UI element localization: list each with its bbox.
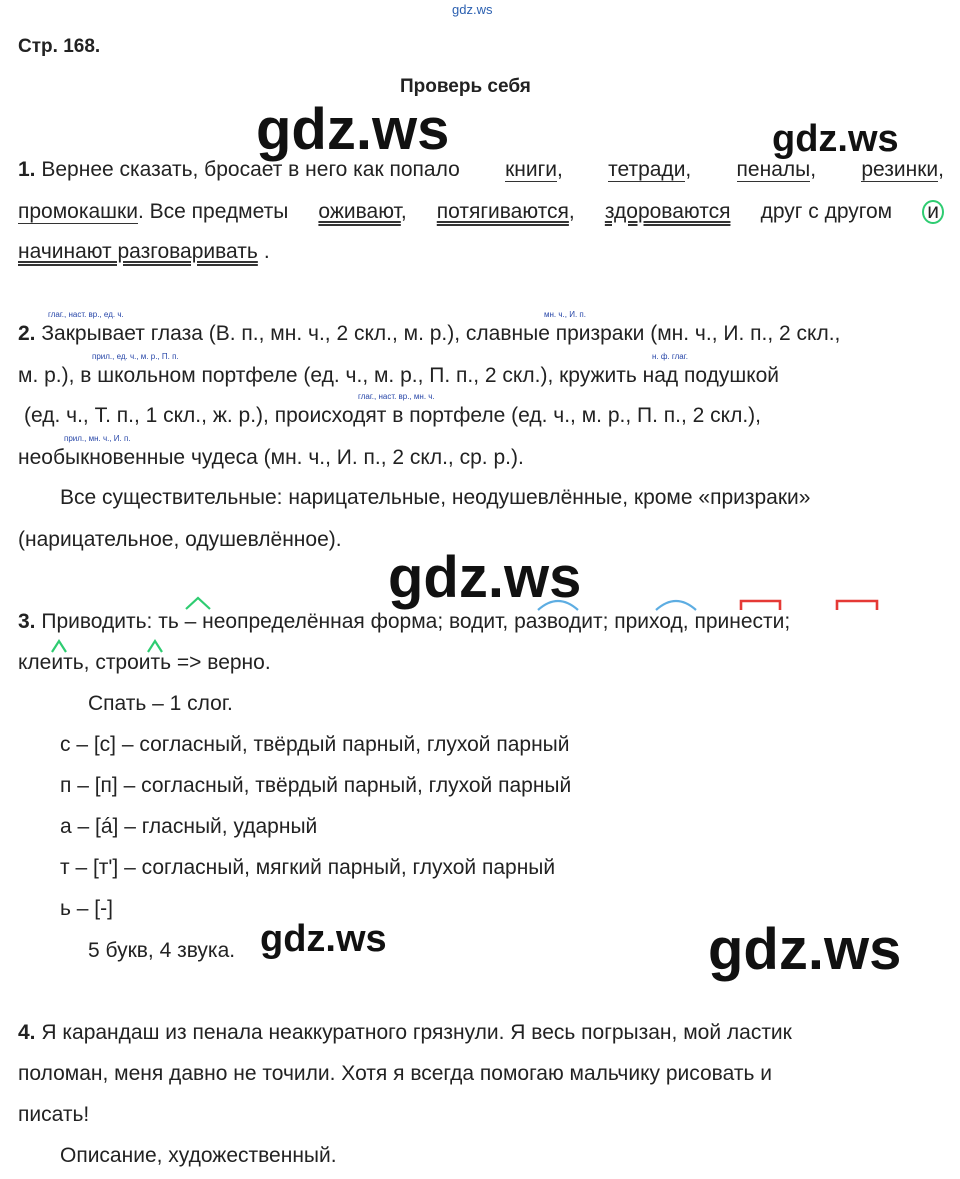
ending-mark (186, 598, 210, 609)
phonetic-row: с – [с] – согласный, твёрдый парный, глухой парный (60, 733, 570, 756)
ex1-line-1: 1. Вернее сказать, бросает в него как попало книги, тетради, пеналы, резинки, (18, 158, 944, 181)
ex4-line-1: 4. Я карандаш из пенала неаккуратного грязнули. Я весь погрызан, мой ластик (18, 1021, 792, 1044)
ex4-number: 4. (18, 1021, 36, 1044)
prefix-mark (741, 601, 780, 610)
root-arc-mark (538, 601, 578, 610)
ex2-line-2: м. р.), в школьном портфеле (ед. ч., м. р., П. п., 2 скл.), кружить над подушкой (18, 364, 780, 387)
ex4-line-3: писать! (18, 1103, 90, 1126)
annotation: н. ф. глаг. (652, 352, 688, 361)
word-potyagivayutsya: потягиваются (436, 200, 569, 223)
prefix-mark (837, 601, 877, 610)
ex1-mid: . Все предметы (137, 200, 289, 223)
ex1-line-3: начинают разговаривать . (18, 240, 270, 263)
ex4-para2: Описание, художественный. (60, 1144, 337, 1167)
word-penaly: пеналы (736, 158, 811, 181)
phonetic-row: ь – [-] (60, 897, 113, 920)
ex1-drug: друг с другом (760, 200, 893, 223)
watermark: gdz.ws (256, 97, 450, 162)
word-rezinki: резинки (861, 158, 939, 181)
ex3-number: 3. (18, 610, 36, 633)
ex2-para2-line-1: Все существительные: нарицательные, неодушевлённые, кроме «призраки» (60, 486, 811, 509)
ex3-line-2: клеить, строить => верно. (18, 651, 271, 674)
ex1-number: 1. (18, 158, 36, 181)
ex3-count: 5 букв, 4 звука. (88, 939, 236, 962)
ex2-para2-line-2: (нарицательное, одушевлённое). (18, 528, 342, 551)
ex2-line-1: 2. Закрывает глаза (В. п., мн. ч., 2 скл., м. р.), славные призраки (мн. ч., И. п., 2 скл., (18, 322, 841, 345)
annotation: прил., мн. ч., И. п. (64, 434, 131, 443)
page-title: Стр. 168. (18, 36, 101, 57)
word-promokashki: промокашки (18, 200, 138, 223)
annotation: прил., ед. ч., м. р., П. п. (92, 352, 179, 361)
ex3-spat: Спать – 1 слог. (88, 692, 233, 715)
phonetic-row: т – [т'] – согласный, мягкий парный, глухой парный (60, 856, 556, 879)
ex2-number: 2. (18, 322, 36, 345)
ex4-line-2: поломан, меня давно не точили. Хотя я всегда помогаю мальчику рисовать и (18, 1062, 772, 1085)
root-arc-mark (656, 601, 696, 610)
annotation: мн. ч., И. п. (544, 310, 586, 319)
conjunction-circled: и (922, 200, 944, 224)
ex1-line-2: промокашки. Все предметы оживают, потягиваются, здороваются друг с другом и (18, 200, 944, 224)
watermark-top: gdz.ws (452, 2, 493, 17)
watermark: gdz.ws (708, 917, 902, 982)
word-nachinayut: начинают разговаривать (18, 240, 258, 263)
ex2-line-4: необыкновенные чудеса (мн. ч., И. п., 2 скл., ср. р.). (18, 446, 524, 469)
annotation: глаг., наст. вр., мн. ч. (358, 392, 435, 401)
word-ozhivayut: оживают (318, 200, 401, 223)
annotation: глаг., наст. вр., ед. ч. (48, 310, 124, 319)
word-tetradi: тетради (608, 158, 686, 181)
ex1-intro: Вернее сказать, бросает в него как попало (41, 158, 460, 181)
watermark: gdz.ws (260, 918, 387, 960)
ex3-line-1: 3. Приводить: ть – неопределённая форма; водит, разводит; приход, принести; (18, 610, 791, 633)
word-knigi: книги (505, 158, 557, 181)
watermark: gdz.ws (388, 545, 582, 610)
phonetic-row: а – [á] – гласный, ударный (60, 815, 318, 838)
ex2-line-3: (ед. ч., Т. п., 1 скл., ж. р.), происходят в портфеле (ед. ч., м. р., П. п., 2 скл.), (24, 404, 761, 427)
word-zdorovayutsya: здороваются (604, 200, 731, 223)
section-heading: Проверь себя (400, 76, 531, 97)
phonetic-row: п – [п] – согласный, твёрдый парный, глухой парный (60, 774, 572, 797)
watermark: gdz.ws (772, 118, 899, 160)
